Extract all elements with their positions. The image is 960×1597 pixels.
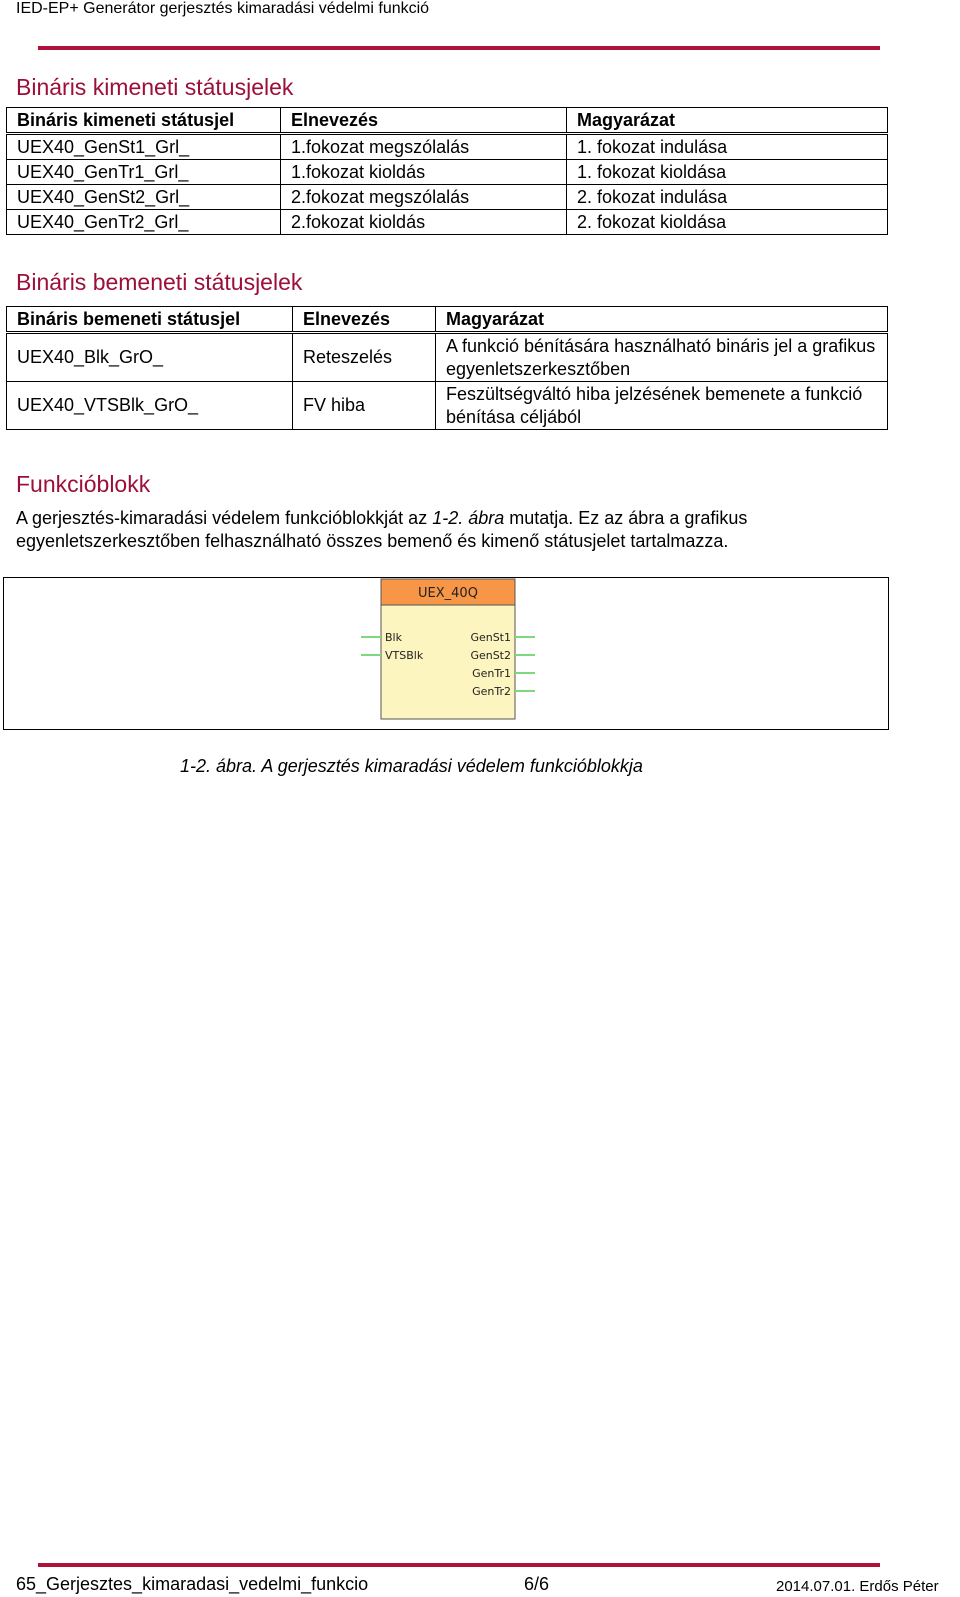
figure-reference: 1-2. ábra [432, 508, 505, 528]
table-row [7, 382, 888, 430]
table-row [7, 210, 888, 235]
cell-name: 1.fokozat megszólalás [281, 134, 567, 160]
cell-signal: UEX40_VTSBlk_GrO_ [7, 382, 293, 430]
col-header-explanation: Magyarázat [436, 307, 888, 333]
para-text-2: mutatja. Ez az ábra a grafikus egyenletszerkesztőben felhasználható összes bemenő és kimenő státusjelet tartalmazza. [16, 508, 748, 551]
output-label-genst2: GenSt2 [470, 649, 511, 662]
cell-name: 2.fokozat kioldás [281, 210, 567, 235]
table-header-row [7, 307, 888, 333]
col-header-signal: Bináris kimeneti státusjel [7, 108, 281, 134]
figure-caption: 1-2. ábra. A gerjesztés kimaradási védelem funkcióblokkja [180, 756, 643, 776]
para-text-1: A gerjesztés-kimaradási védelem funkcióblokkját az [16, 508, 433, 528]
cell-name: 2.fokozat megszólalás [281, 185, 567, 210]
header-rule [38, 46, 880, 50]
table-row [7, 160, 888, 185]
cell-explanation: 1. fokozat indulása [567, 134, 888, 160]
cell-signal: UEX40_GenTr2_Grl_ [7, 210, 281, 235]
output-label-gentr2: GenTr2 [472, 685, 511, 698]
cell-explanation: 2. fokozat indulása [567, 185, 888, 210]
input-label-vtsblk: VTSBlk [385, 649, 424, 662]
table-header-row [7, 108, 888, 134]
heading-binary-inputs: Bináris bemeneti státusjelek [16, 269, 303, 295]
running-header: IED-EP+ Generátor gerjesztés kimaradási védelmi funkció [16, 0, 430, 17]
footer-page-number: 6/6 [524, 1574, 550, 1594]
footer-filename: 65_Gerjesztes_kimaradasi_vedelmi_funkcio [16, 1574, 369, 1594]
cell-explanation: 1. fokozat kioldása [567, 160, 888, 185]
block-title: UEX_40Q [418, 586, 478, 601]
footer-date-author: 2014.07.01. Erdős Péter [776, 1578, 939, 1595]
cell-explanation: 2. fokozat kioldása [567, 210, 888, 235]
heading-function-block: Funkcióblokk [16, 471, 151, 497]
footer-rule [38, 1563, 880, 1567]
col-header-name: Elnevezés [293, 307, 436, 333]
function-block-diagram [4, 578, 888, 729]
input-label-blk: Blk [385, 631, 402, 644]
cell-name: 1.fokozat kioldás [281, 160, 567, 185]
cell-signal: UEX40_GenTr1_Grl_ [7, 160, 281, 185]
table-row [7, 134, 888, 160]
col-header-signal: Bináris bemeneti státusjel [7, 307, 293, 333]
cell-signal: UEX40_Blk_GrO_ [7, 333, 293, 382]
col-header-name: Elnevezés [281, 108, 567, 134]
cell-explanation: Feszültségváltó hiba jelzésének bemenete a funkció bénítása céljából [436, 382, 888, 430]
cell-explanation: A funkció bénítására használható bináris jel a grafikus egyenletszerkesztőben [436, 333, 888, 382]
output-label-gentr1: GenTr1 [472, 667, 511, 680]
col-header-explanation: Magyarázat [567, 108, 888, 134]
table-row [7, 185, 888, 210]
cell-signal: UEX40_GenSt2_Grl_ [7, 185, 281, 210]
cell-name: Reteszelés [293, 333, 436, 382]
cell-name: FV hiba [293, 382, 436, 430]
table-row [7, 333, 888, 382]
binary-inputs-table [6, 306, 888, 430]
function-block-paragraph [16, 507, 916, 553]
binary-outputs-table [6, 107, 888, 235]
heading-binary-outputs: Bináris kimeneti státusjelek [16, 74, 294, 100]
figure-frame [3, 577, 889, 730]
output-label-genst1: GenSt1 [470, 631, 511, 644]
cell-signal: UEX40_GenSt1_Grl_ [7, 134, 281, 160]
